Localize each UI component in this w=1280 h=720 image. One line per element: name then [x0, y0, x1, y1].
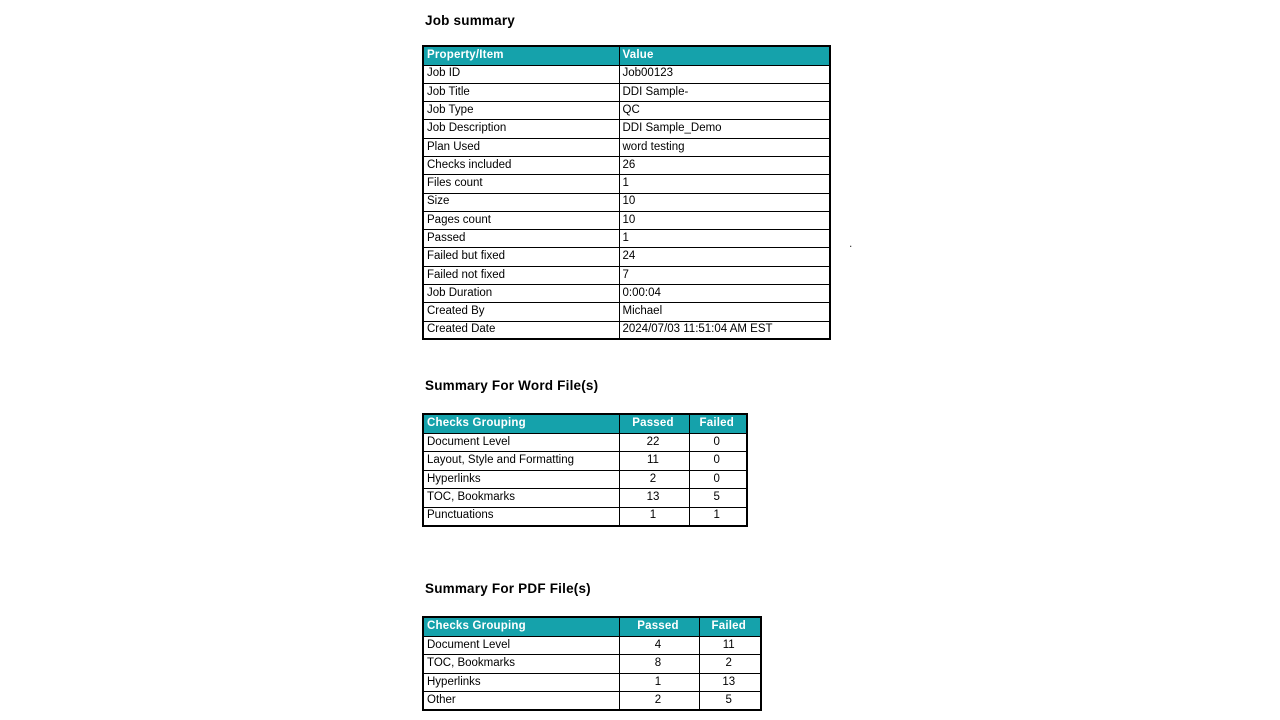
table-cell: Document Level [423, 636, 619, 655]
table-row [423, 65, 830, 83]
table-row [423, 636, 761, 655]
column-header: Checks Grouping [423, 414, 619, 433]
table-row [423, 211, 830, 229]
column-header: Failed [689, 414, 747, 433]
table-cell: Michael [619, 303, 830, 321]
table-cell: QC [619, 102, 830, 120]
column-header: Failed [699, 617, 761, 636]
table-cell: TOC, Bookmarks [423, 489, 619, 508]
table-cell: DDI Sample_Demo [619, 120, 830, 138]
column-header: Passed [619, 617, 699, 636]
table-cell: Plan Used [423, 138, 619, 156]
table-cell: 1 [619, 673, 699, 692]
table-row [423, 248, 830, 266]
header-row [423, 46, 830, 65]
job-summary-title: Job summary [425, 13, 515, 28]
table-cell: 0 [689, 470, 747, 489]
table-cell: 5 [689, 489, 747, 508]
table-cell: Passed [423, 230, 619, 248]
table-cell: 1 [619, 507, 689, 526]
table-row [423, 321, 830, 339]
column-header: Value [619, 46, 830, 65]
job-summary-table [422, 45, 831, 340]
table-cell: 0 [689, 433, 747, 452]
table-cell: Job Description [423, 120, 619, 138]
table-cell: Size [423, 193, 619, 211]
table-row [423, 489, 747, 508]
table-row [423, 673, 761, 692]
table-cell: 2 [699, 655, 761, 674]
table-cell: 24 [619, 248, 830, 266]
table-row [423, 230, 830, 248]
stray-period-mark: . [849, 236, 853, 250]
table-cell: TOC, Bookmarks [423, 655, 619, 674]
column-header: Passed [619, 414, 689, 433]
table-cell: 0 [689, 452, 747, 471]
pdf-summary-title: Summary For PDF File(s) [425, 581, 591, 596]
table-row [423, 433, 747, 452]
table-cell: Other [423, 692, 619, 711]
column-header: Property/Item [423, 46, 619, 65]
table-cell: Layout, Style and Formatting [423, 452, 619, 471]
word-summary-table [422, 413, 748, 527]
table-row [423, 470, 747, 489]
table-cell: 7 [619, 266, 830, 284]
table-cell: Punctuations [423, 507, 619, 526]
table-row [423, 285, 830, 303]
table-cell: 22 [619, 433, 689, 452]
table-cell: 5 [699, 692, 761, 711]
table-row [423, 692, 761, 711]
table-cell: 0:00:04 [619, 285, 830, 303]
table-cell: 10 [619, 193, 830, 211]
table-cell: 10 [619, 211, 830, 229]
table-cell: Job Type [423, 102, 619, 120]
table-row [423, 156, 830, 174]
table-cell: Failed not fixed [423, 266, 619, 284]
table-row [423, 507, 747, 526]
table-cell: 2024/07/03 11:51:04 AM EST [619, 321, 830, 339]
table-row [423, 83, 830, 101]
header-row [423, 414, 747, 433]
table-cell: Hyperlinks [423, 673, 619, 692]
table-cell: 2 [619, 470, 689, 489]
table-cell: 1 [619, 175, 830, 193]
table-cell: 1 [689, 507, 747, 526]
pdf-summary-table [422, 616, 762, 711]
table-cell: Hyperlinks [423, 470, 619, 489]
table-cell: 13 [619, 489, 689, 508]
table-row [423, 102, 830, 120]
table-row [423, 193, 830, 211]
word-summary-title: Summary For Word File(s) [425, 378, 599, 393]
table-cell: Files count [423, 175, 619, 193]
table-row [423, 266, 830, 284]
table-row [423, 175, 830, 193]
table-cell: 11 [619, 452, 689, 471]
table-cell: 26 [619, 156, 830, 174]
table-cell: Created By [423, 303, 619, 321]
table-cell: 2 [619, 692, 699, 711]
table-cell: 4 [619, 636, 699, 655]
column-header: Checks Grouping [423, 617, 619, 636]
table-row [423, 452, 747, 471]
table-row [423, 655, 761, 674]
table-cell: 8 [619, 655, 699, 674]
table-row [423, 138, 830, 156]
table-cell: 13 [699, 673, 761, 692]
table-cell: DDI Sample- [619, 83, 830, 101]
table-cell: Job ID [423, 65, 619, 83]
table-cell: Created Date [423, 321, 619, 339]
table-cell: Job Title [423, 83, 619, 101]
table-cell: Pages count [423, 211, 619, 229]
table-row [423, 303, 830, 321]
table-cell: Failed but fixed [423, 248, 619, 266]
table-cell: Job00123 [619, 65, 830, 83]
table-cell: word testing [619, 138, 830, 156]
table-cell: Document Level [423, 433, 619, 452]
table-cell: 1 [619, 230, 830, 248]
table-cell: 11 [699, 636, 761, 655]
table-row [423, 120, 830, 138]
header-row [423, 617, 761, 636]
table-cell: Checks included [423, 156, 619, 174]
table-cell: Job Duration [423, 285, 619, 303]
